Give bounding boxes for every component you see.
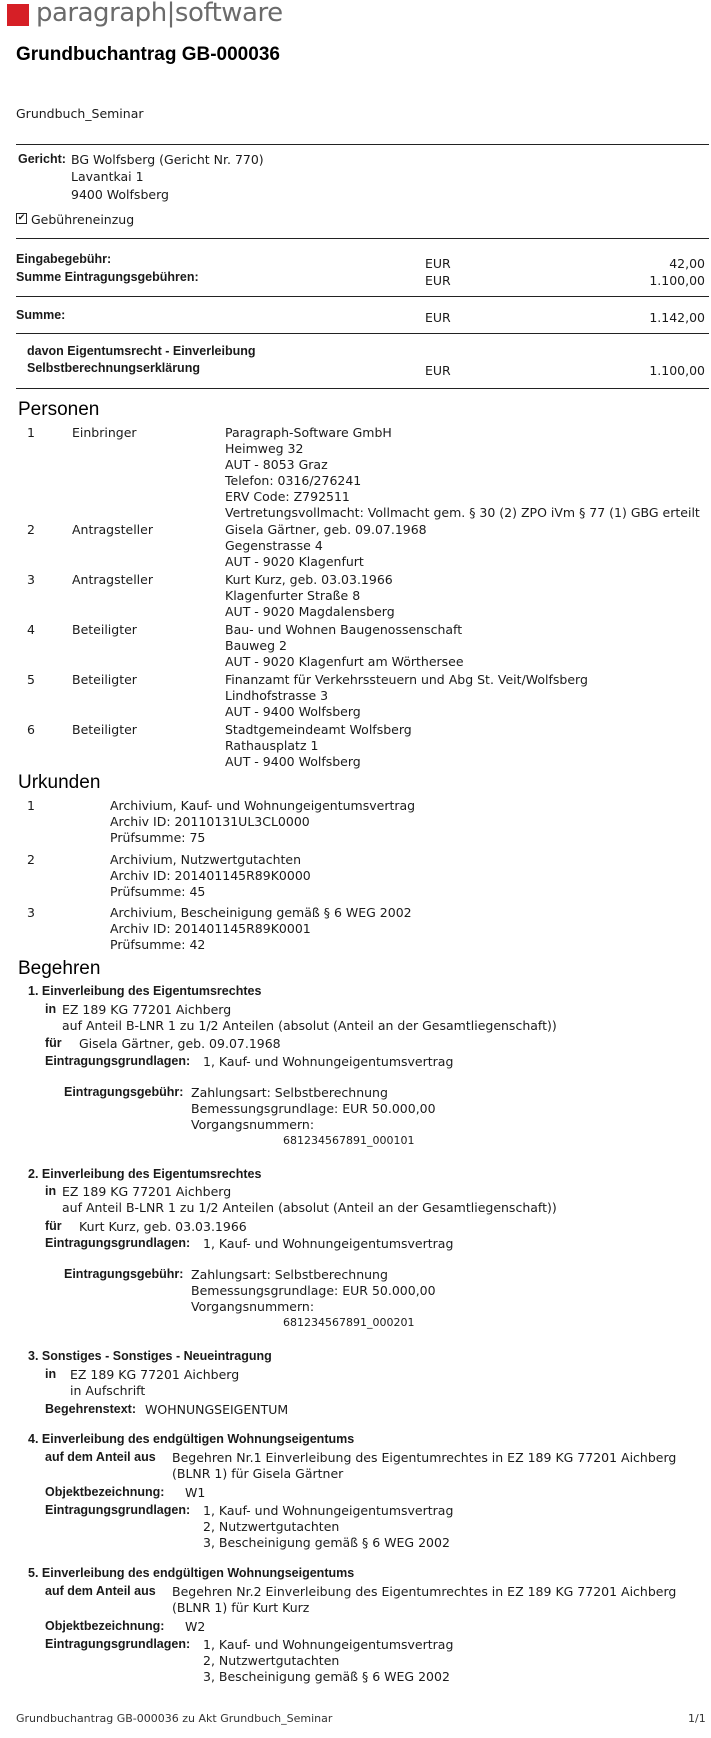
- in-value: EZ 189 KG 77201 Aichberg: [62, 1184, 232, 1199]
- divider: [16, 144, 709, 145]
- currency: EUR: [425, 310, 451, 325]
- eintragungsgebuehr-label: Eintragungsgebühr:: [64, 1085, 184, 1099]
- begehren-title: 4. Einverleibung des endgültigen Wohnungseigentums: [28, 1432, 355, 1446]
- footer-text: Grundbuchantrag GB-000036 zu Akt Grundbuch_Seminar: [16, 1712, 333, 1725]
- in-label: in: [45, 1184, 57, 1198]
- objektbezeichnung-value: W2: [185, 1619, 206, 1634]
- person-role: Beteiligter: [72, 672, 137, 687]
- urkunde-line: Archivium, Kauf- und Wohnungeigentumsvertrag: [110, 798, 416, 813]
- urkunden-heading: Urkunden: [18, 772, 101, 793]
- in-label: in: [45, 1367, 57, 1381]
- eintragungsgrundlage: 3, Bescheinigung gemäß § 6 WEG 2002: [203, 1535, 450, 1550]
- person-nr: 5: [27, 672, 35, 687]
- person-line: Vertretungsvollmacht: Vollmacht gem. § 30 (2) ZPO iVm § 77 (1) GBG erteilt: [225, 505, 700, 520]
- person-nr: 2: [27, 522, 35, 537]
- person-line: AUT - 9020 Klagenfurt am Wörthersee: [225, 654, 464, 669]
- urkunde-line: Prüfsumme: 75: [110, 830, 206, 845]
- gericht-line: Lavantkai 1: [71, 169, 144, 184]
- urkunde-line: Prüfsumme: 45: [110, 884, 206, 899]
- anteil-line: (BLNR 1) für Gisela Gärtner: [172, 1466, 344, 1481]
- objektbezeichnung-value: W1: [185, 1485, 206, 1500]
- begehren-title: 5. Einverleibung des endgültigen Wohnungseigentums: [28, 1566, 355, 1580]
- begehren-title: 1. Einverleibung des Eigentumsrechtes: [28, 984, 262, 998]
- eintragungsgrundlage: 2, Nutzwertgutachten: [203, 1653, 340, 1668]
- person-line: Klagenfurter Straße 8: [225, 588, 361, 603]
- anteil-value: auf Anteil B-LNR 1 zu 1/2 Anteilen (absolut (Anteil an der Gesamtliegenschaft)): [62, 1200, 557, 1215]
- divider: [16, 333, 709, 334]
- gericht-line: 9400 Wolfsberg: [71, 187, 169, 202]
- urkunde-nr: 1: [27, 798, 35, 813]
- eintragungsgrundlagen-value: 1, Kauf- und Wohnungeigentumsvertrag: [203, 1236, 454, 1251]
- person-line: Finanzamt für Verkehrssteuern und Abg St. Veit/Wolfsberg: [225, 672, 588, 687]
- summe-eintragungsgebuehren-amount: 1.100,00: [649, 273, 705, 288]
- anteil-line: (BLNR 1) für Kurt Kurz: [172, 1600, 310, 1615]
- eintragungsgrundlagen-label: Eintragungsgrundlagen:: [45, 1503, 191, 1517]
- logo-mark: [7, 4, 29, 26]
- eintragungsgrundlagen-label: Eintragungsgrundlagen:: [45, 1637, 191, 1651]
- summe-amount: 1.142,00: [649, 310, 705, 325]
- person-role: Einbringer: [72, 425, 137, 440]
- person-line: Heimweg 32: [225, 441, 304, 456]
- fuer-label: für: [45, 1219, 62, 1233]
- person-line: Gegenstrasse 4: [225, 538, 323, 553]
- vorgangsnummer: 681234567891_000201: [283, 1316, 415, 1329]
- gebuehr-line: Zahlungsart: Selbstberechnung: [191, 1267, 388, 1282]
- eintragungsgrundlage: 2, Nutzwertgutachten: [203, 1519, 340, 1534]
- urkunde-nr: 2: [27, 852, 35, 867]
- person-line: ERV Code: Z792511: [225, 489, 350, 504]
- davon-amount: 1.100,00: [649, 363, 705, 378]
- eintragungsgrundlagen-value: 1, Kauf- und Wohnungeigentumsvertrag: [203, 1054, 454, 1069]
- person-line: Rathausplatz 1: [225, 738, 319, 753]
- currency: EUR: [425, 256, 451, 271]
- person-line: Bauweg 2: [225, 638, 287, 653]
- gebuehr-line: Vorgangsnummern:: [191, 1299, 315, 1314]
- eintragungsgrundlagen-label: Eintragungsgrundlagen:: [45, 1054, 191, 1068]
- gebuehr-line: Bemessungsgrundlage: EUR 50.000,00: [191, 1101, 436, 1116]
- begehren-heading: Begehren: [18, 958, 101, 979]
- person-line: AUT - 9400 Wolfsberg: [225, 754, 361, 769]
- currency: EUR: [425, 363, 451, 378]
- urkunde-line: Archiv ID: 201401145R89K0001: [110, 921, 311, 936]
- person-line: AUT - 9400 Wolfsberg: [225, 704, 361, 719]
- begehren-title: 3. Sonstiges - Sonstiges - Neueintragung: [28, 1349, 272, 1363]
- person-nr: 4: [27, 622, 35, 637]
- gebuehr-line: Zahlungsart: Selbstberechnung: [191, 1085, 388, 1100]
- person-nr: 6: [27, 722, 35, 737]
- person-role: Beteiligter: [72, 622, 137, 637]
- begehrenstext-value: WOHNUNGSEIGENTUM: [145, 1402, 289, 1417]
- urkunde-line: Archivium, Nutzwertgutachten: [110, 852, 302, 867]
- person-line: AUT - 9020 Klagenfurt: [225, 554, 364, 569]
- in-value: EZ 189 KG 77201 Aichberg: [62, 1002, 232, 1017]
- objektbezeichnung-label: Objektbezeichnung:: [45, 1485, 165, 1499]
- person-line: Paragraph-Software GmbH: [225, 425, 392, 440]
- gebuehr-line: Bemessungsgrundlage: EUR 50.000,00: [191, 1283, 436, 1298]
- fuer-label: für: [45, 1036, 62, 1050]
- eingabegebuehr-amount: 42,00: [669, 256, 705, 271]
- gericht-line: BG Wolfsberg (Gericht Nr. 770): [71, 152, 264, 167]
- fuer-value: Kurt Kurz, geb. 03.03.1966: [79, 1219, 247, 1234]
- person-nr: 3: [27, 572, 35, 587]
- person-role: Beteiligter: [72, 722, 137, 737]
- urkunde-line: Archiv ID: 201401145R89K0000: [110, 868, 311, 883]
- davon-line: Selbstberechnungserklärung: [27, 361, 200, 375]
- person-line: Lindhofstrasse 3: [225, 688, 329, 703]
- akt-name: Grundbuch_Seminar: [16, 106, 144, 121]
- begehren-title: 2. Einverleibung des Eigentumsrechtes: [28, 1167, 262, 1181]
- gebuehreneinzug-checkbox[interactable]: ✔: [17, 213, 26, 223]
- person-role: Antragsteller: [72, 572, 153, 587]
- person-nr: 1: [27, 425, 35, 440]
- eintragungsgrundlagen-label: Eintragungsgrundlagen:: [45, 1236, 191, 1250]
- gericht-label: Gericht:: [18, 152, 66, 166]
- davon-line: davon Eigentumsrecht - Einverleibung: [27, 344, 256, 358]
- gebuehreneinzug-label: Gebühreneinzug: [31, 212, 135, 227]
- page-number: 1/1: [688, 1712, 706, 1725]
- vorgangsnummer: 681234567891_000101: [283, 1134, 415, 1147]
- anteil-label: auf dem Anteil aus: [45, 1450, 156, 1464]
- eintragungsgrundlage: 3, Bescheinigung gemäß § 6 WEG 2002: [203, 1669, 450, 1684]
- urkunde-line: Prüfsumme: 42: [110, 937, 206, 952]
- eingabegebuehr-label: Eingabegebühr:: [16, 252, 112, 266]
- begehrenstext-label: Begehrenstext:: [45, 1402, 136, 1416]
- person-line: Stadtgemeindeamt Wolfsberg: [225, 722, 412, 737]
- person-role: Antragsteller: [72, 522, 153, 537]
- divider: [16, 388, 709, 389]
- page-title: Grundbuchantrag GB-000036: [16, 44, 280, 65]
- in-label: in: [45, 1002, 57, 1016]
- person-line: Kurt Kurz, geb. 03.03.1966: [225, 572, 393, 587]
- urkunde-line: Archiv ID: 20110131UL3CL0000: [110, 814, 310, 829]
- eintragungsgrundlage: 1, Kauf- und Wohnungeigentumsvertrag: [203, 1637, 454, 1652]
- summe-eintragungsgebuehren-label: Summe Eintragungsgebühren:: [16, 270, 199, 284]
- divider: [16, 296, 709, 297]
- personen-heading: Personen: [18, 399, 100, 420]
- gebuehr-line: Vorgangsnummern:: [191, 1117, 315, 1132]
- in-sub: in Aufschrift: [70, 1383, 146, 1398]
- anteil-label: auf dem Anteil aus: [45, 1584, 156, 1598]
- divider: [16, 238, 709, 239]
- objektbezeichnung-label: Objektbezeichnung:: [45, 1619, 165, 1633]
- urkunde-line: Archivium, Bescheinigung gemäß § 6 WEG 2002: [110, 905, 412, 920]
- anteil-line: Begehren Nr.1 Einverleibung des Eigentumrechtes in EZ 189 KG 77201 Aichberg: [172, 1450, 677, 1465]
- anteil-value: auf Anteil B-LNR 1 zu 1/2 Anteilen (absolut (Anteil an der Gesamtliegenschaft)): [62, 1018, 557, 1033]
- fuer-value: Gisela Gärtner, geb. 09.07.1968: [79, 1036, 281, 1051]
- in-value: EZ 189 KG 77201 Aichberg: [70, 1367, 240, 1382]
- summe-label: Summe:: [16, 308, 66, 322]
- person-line: Telefon: 0316/276241: [225, 473, 362, 488]
- person-line: Bau- und Wohnen Baugenossenschaft: [225, 622, 463, 637]
- urkunde-nr: 3: [27, 905, 35, 920]
- logo-text: paragraph|software: [36, 0, 283, 28]
- anteil-line: Begehren Nr.2 Einverleibung des Eigentumrechtes in EZ 189 KG 77201 Aichberg: [172, 1584, 677, 1599]
- eintragungsgebuehr-label: Eintragungsgebühr:: [64, 1267, 184, 1281]
- person-line: AUT - 9020 Magdalensberg: [225, 604, 395, 619]
- eintragungsgrundlage: 1, Kauf- und Wohnungeigentumsvertrag: [203, 1503, 454, 1518]
- person-line: Gisela Gärtner, geb. 09.07.1968: [225, 522, 427, 537]
- person-line: AUT - 8053 Graz: [225, 457, 328, 472]
- currency: EUR: [425, 273, 451, 288]
